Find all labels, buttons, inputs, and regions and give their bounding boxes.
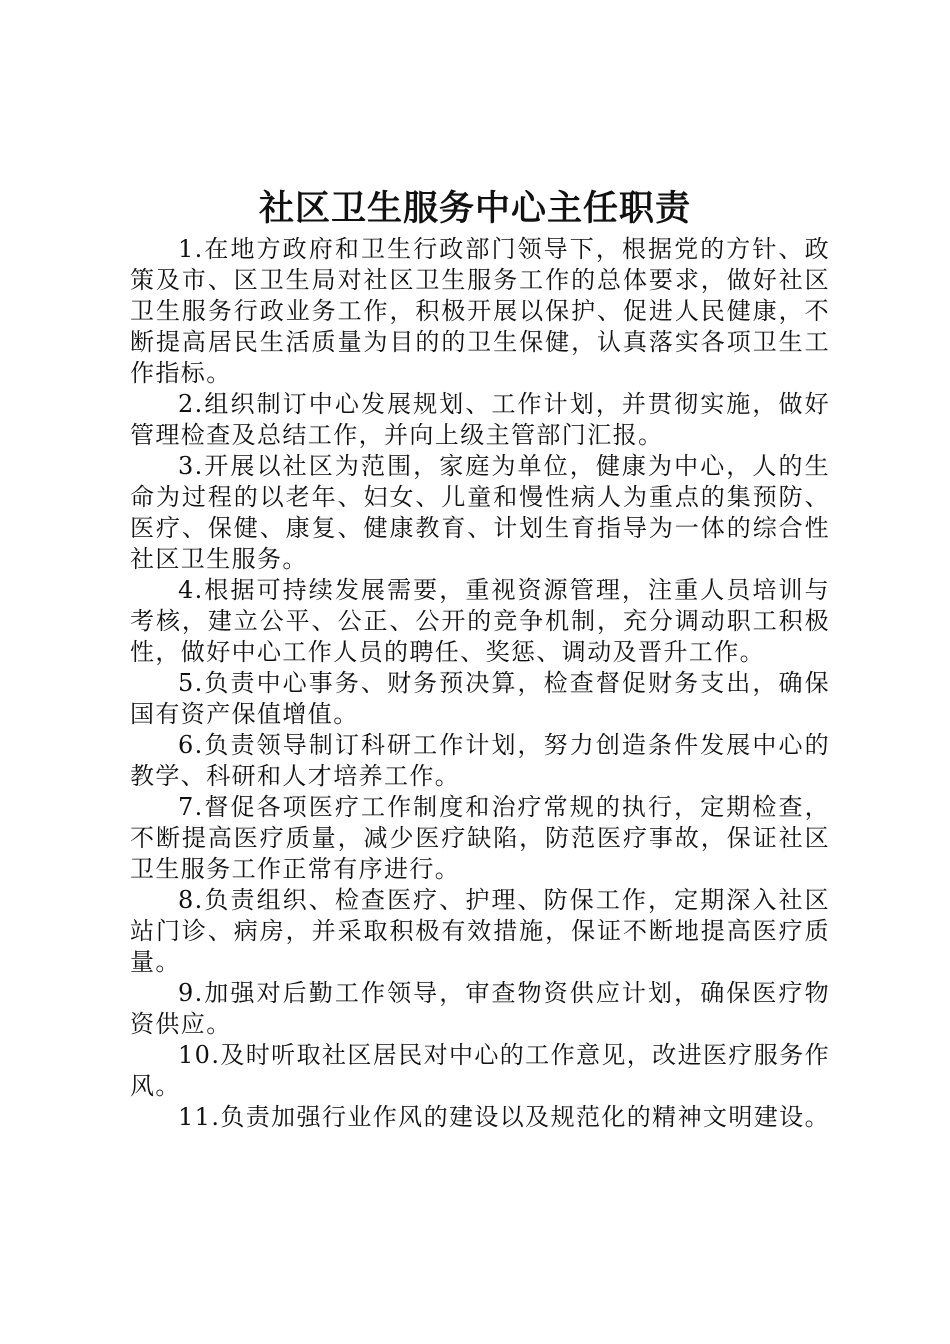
- duty-paragraph-11: 11.负责加强行业作风的建设以及规范化的精神文明建设。: [178, 1103, 830, 1131]
- duty-paragraph-3: 3.开展以社区为范围，家庭为单位，健康为中心，人的生命为过程的以老年、妇女、儿童和慢性病人为重点的集预防、医疗、保健、康复、健康教育、计划生育指导为一体的综合性社区卫生服务。: [130, 452, 830, 573]
- document-title: 社区卫生服务中心主任职责: [258, 189, 691, 229]
- duty-paragraph-10: 10.及时听取社区居民对中心的工作意见，改进医疗服务作风。: [130, 1041, 830, 1100]
- duty-paragraph-7: 7.督促各项医疗工作制度和治疗常规的执行，定期检查，不断提高医疗质量，减少医疗缺陷，防范医疗事故，保证社区卫生服务工作正常有序进行。: [130, 793, 830, 883]
- duty-paragraph-8: 8.负责组织、检查医疗、护理、防保工作，定期深入社区站门诊、病房，并采取积极有效措施，保证不断地提高医疗质量。: [130, 886, 830, 976]
- duty-paragraph-5: 5.负责中心事务、财务预决算，检查督促财务支出，确保国有资产保值增值。: [130, 669, 830, 728]
- document-body: [130, 234, 830, 1133]
- duty-paragraph-4: 4.根据可持续发展需要，重视资源管理，注重人员培训与考核，建立公平、公正、公开的竞争机制，充分调动职工积极性，做好中心工作人员的聘任、奖惩、调动及晋升工作。: [130, 576, 830, 666]
- duty-paragraph-6: 6.负责领导制订科研工作计划，努力创造条件发展中心的教学、科研和人才培养工作。: [130, 731, 830, 790]
- duty-paragraph-2: 2.组织制订中心发展规划、工作计划，并贯彻实施，做好管理检查及总结工作，并向上级主管部门汇报。: [130, 390, 830, 449]
- duty-paragraph-1: 1.在地方政府和卫生行政部门领导下，根据党的方针、政策及市、区卫生局对社区卫生服务工作的总体要求，做好社区卫生服务行政业务工作，积极开展以保护、促进人民健康，不断提高居民生活质量为目的的卫生保健，认真落实各项卫生工作指标。: [130, 235, 830, 387]
- duty-paragraph-9: 9.加强对后勤工作领导，审查物资供应计划，确保医疗物资供应。: [130, 979, 830, 1038]
